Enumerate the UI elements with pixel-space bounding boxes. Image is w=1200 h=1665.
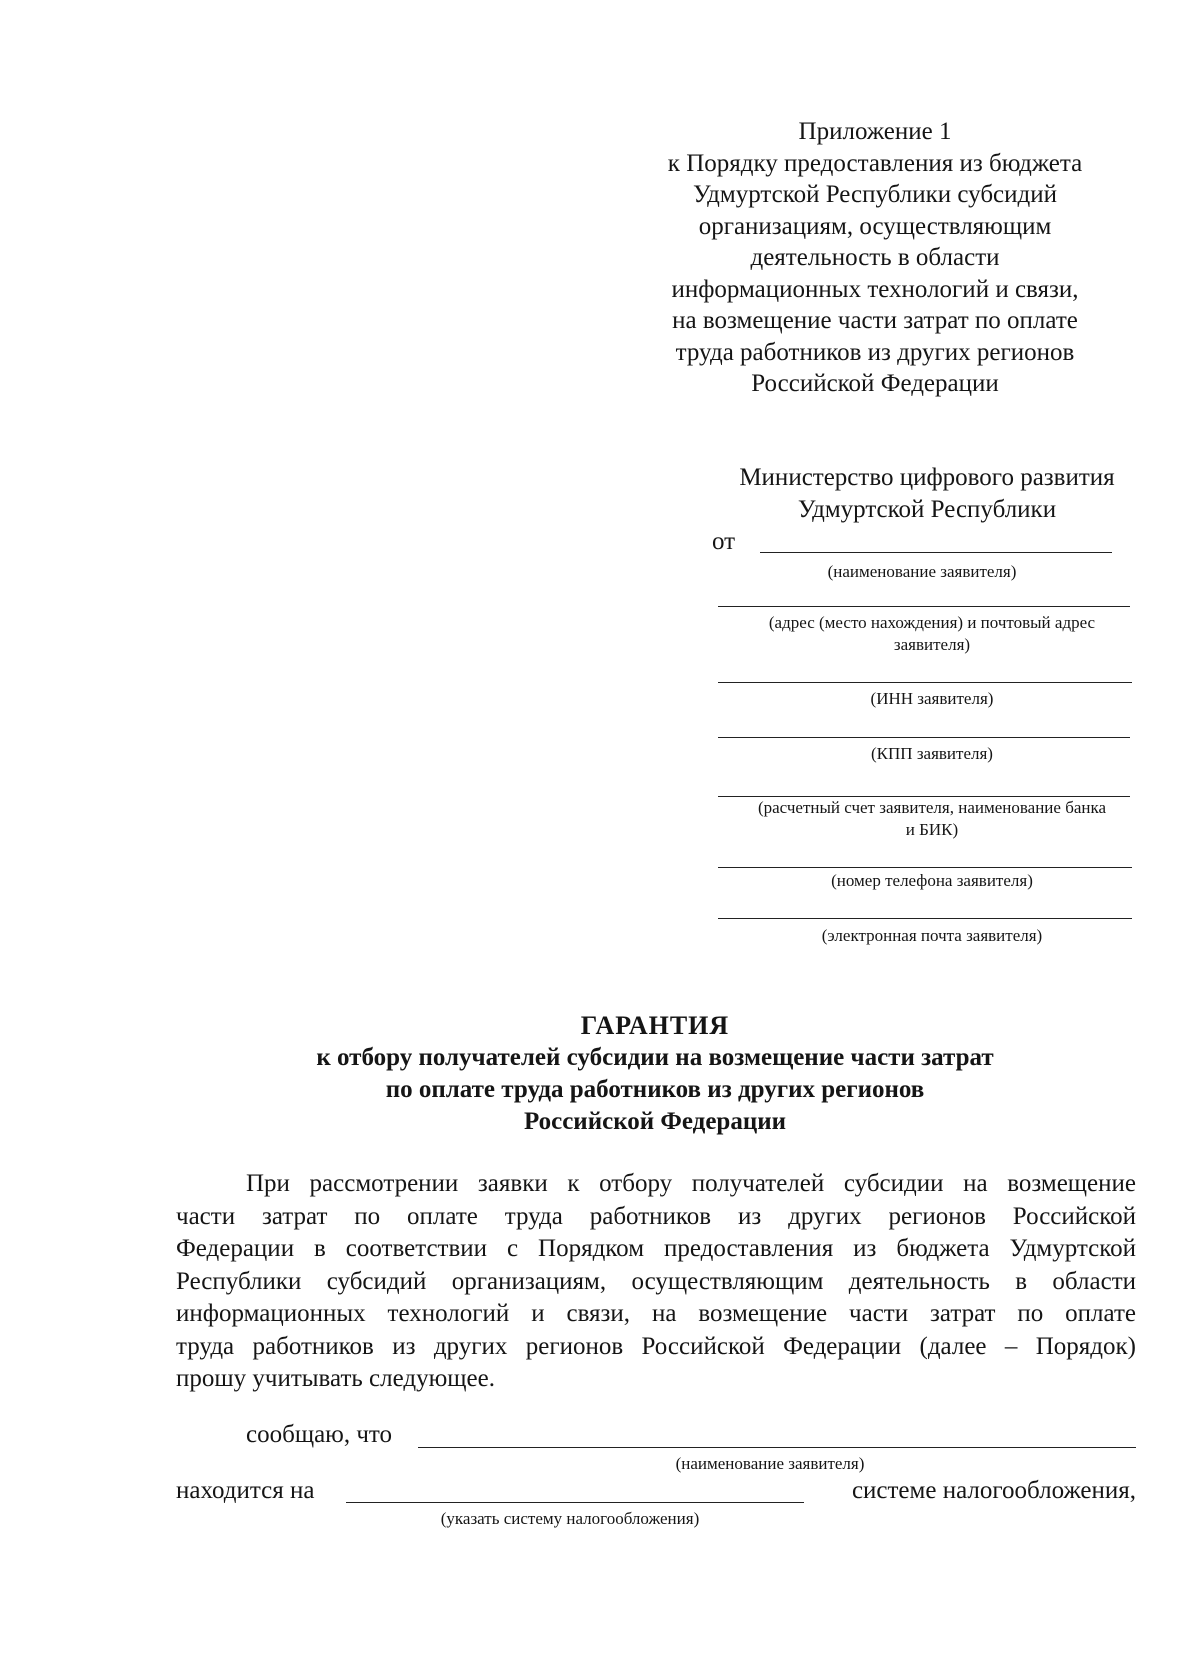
- applicant-inn-caption: (ИНН заявителя): [870, 689, 994, 708]
- addressee-block: [712, 462, 1142, 526]
- body-line: части затрат по оплате труда работников из других регионов Российской: [176, 1202, 1136, 1230]
- applicant-address-caption: (адрес (место нахождения) и почтовый адрес: [768, 613, 1096, 632]
- body-line: прошу учитывать следующее.: [176, 1365, 495, 1392]
- document-title-main: ГАРАНТИЯ: [580, 1011, 730, 1040]
- body-line: Федерации в соответствии с Порядком предоставления из бюджета Удмуртской: [176, 1235, 1136, 1262]
- appendix-line: Приложение 1: [798, 118, 952, 145]
- appendix-line: организациям, осуществляющим: [698, 212, 1052, 240]
- applicant-email-caption: (электронная почта заявителя): [821, 926, 1043, 945]
- applicant-bank-caption: (расчетный счет заявителя, наименование банка: [757, 798, 1107, 817]
- body-line: информационных технологий и связи, на возмещение части затрат по оплате: [176, 1300, 1136, 1327]
- applicant-bank-caption: и БИК): [905, 820, 959, 839]
- body-line: При рассмотрении заявки к отбору получателей субсидии на возмещение: [246, 1170, 1136, 1197]
- applicant-address-line[interactable]: [718, 606, 1130, 607]
- applicant-phone-line[interactable]: [718, 867, 1132, 868]
- report-applicant-line[interactable]: [418, 1447, 1136, 1448]
- located-label: находится на: [176, 1477, 315, 1504]
- document-title-line: Российской Федерации: [523, 1108, 787, 1135]
- appendix-line: Удмуртской Республики субсидий: [692, 181, 1057, 208]
- addressee-line: Министерство цифрового развития: [739, 464, 1115, 491]
- tax-system-caption: (указать систему налогообложения): [440, 1509, 700, 1528]
- body-paragraph: [176, 1168, 1136, 1396]
- appendix-line: труда работников из других регионов: [675, 338, 1075, 366]
- appendix-line: к Порядку предоставления из бюджета: [667, 149, 1083, 177]
- applicant-email-line[interactable]: [718, 918, 1132, 919]
- body-line: труда работников из других регионов Российской Федерации (далее – Порядок): [176, 1332, 1136, 1360]
- applicant-address-caption: заявителя): [893, 635, 971, 654]
- tax-system-line[interactable]: [346, 1502, 804, 1503]
- document-title-line: к отбору получателей субсидии на возмещение части затрат: [316, 1044, 994, 1071]
- report-label: сообщаю, что: [246, 1421, 393, 1448]
- appendix-line: Российской Федерации: [751, 370, 999, 397]
- appendix-line: на возмещение части затрат по оплате: [672, 307, 1078, 334]
- applicant-phone-caption: (номер телефона заявителя): [831, 871, 1033, 890]
- document-title-line: по оплате труда работников из других регионов: [385, 1076, 925, 1103]
- applicant-name-line[interactable]: [760, 552, 1112, 553]
- addressee-line: Удмуртской Республики: [797, 496, 1057, 523]
- tax-suffix: системе налогообложения,: [851, 1477, 1136, 1504]
- document-title: [200, 1010, 1110, 1138]
- appendix-header: [640, 116, 1110, 400]
- from-label: от: [712, 528, 736, 555]
- applicant-name-caption: (наименование заявителя): [827, 562, 1017, 581]
- applicant-inn-line[interactable]: [718, 682, 1132, 683]
- body-line: Республики субсидий организациям, осуществляющим деятельность в области: [176, 1267, 1136, 1295]
- appendix-line: информационных технологий и связи,: [671, 275, 1079, 303]
- report-applicant-caption: (наименование заявителя): [675, 1454, 865, 1473]
- applicant-kpp-caption: (КПП заявителя): [871, 744, 993, 763]
- appendix-line: деятельность в области: [750, 244, 1000, 271]
- applicant-kpp-line[interactable]: [718, 737, 1130, 738]
